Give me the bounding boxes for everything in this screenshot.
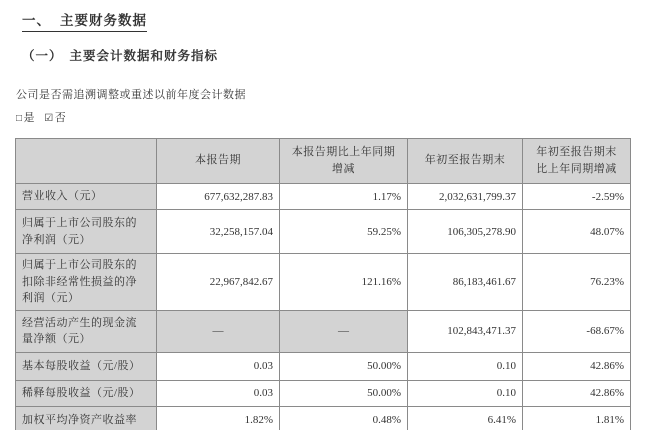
cell-value: 76.23%	[523, 254, 631, 311]
cell-value: -2.59%	[523, 184, 631, 210]
checkbox-unchecked-icon: □	[16, 113, 23, 124]
row-label: 稀释每股收益（元/股）	[16, 380, 157, 406]
cell-value: 6.41%	[408, 406, 523, 430]
section-number: 一、	[22, 13, 51, 28]
cell-value: -68.67%	[523, 310, 631, 352]
restatement-options	[16, 109, 650, 125]
cell-value: 32,258,157.04	[157, 210, 280, 254]
section-title	[22, 9, 147, 32]
cell-value: 0.03	[157, 352, 280, 380]
table-row-basic-eps	[16, 352, 631, 380]
cell-value: 106,305,278.90	[408, 210, 523, 254]
cell-value: 50.00%	[280, 352, 408, 380]
cell-value: 42.86%	[523, 352, 631, 380]
cell-value: 2,032,631,799.37	[408, 184, 523, 210]
cell-value: 50.00%	[280, 380, 408, 406]
cell-value: 121.16%	[280, 254, 408, 311]
table-row-operating-cash-flow	[16, 310, 631, 352]
cell-value: 0.10	[408, 380, 523, 406]
subsection-title	[22, 46, 650, 64]
table-row-net-profit-excl-nonrecurring	[16, 254, 631, 311]
table-row-revenue	[16, 184, 631, 210]
cell-value: 102,843,471.37	[408, 310, 523, 352]
table-header-row	[16, 139, 631, 184]
row-label: 经营活动产生的现金流量净额（元）	[16, 310, 157, 352]
cell-value: 0.10	[408, 352, 523, 380]
cell-value: 1.17%	[280, 184, 408, 210]
column-header-ytd: 年初至报告期末	[408, 139, 523, 184]
cell-value: 48.07%	[523, 210, 631, 254]
cell-value: 0.48%	[280, 406, 408, 430]
cell-value: 677,632,287.83	[157, 184, 280, 210]
column-header-ytd-change: 年初至报告期末比上年同期增减	[523, 139, 631, 184]
cell-value: 86,183,461.67	[408, 254, 523, 311]
option-yes	[16, 112, 35, 124]
financial-table	[15, 138, 631, 430]
row-label: 基本每股收益（元/股）	[16, 352, 157, 380]
subsection-title-text: 主要会计数据和财务指标	[69, 49, 219, 63]
option-no	[44, 112, 66, 124]
cell-value: 42.86%	[523, 380, 631, 406]
column-header-blank	[16, 139, 157, 184]
row-label: 归属于上市公司股东的扣除非经常性损益的净利润（元）	[16, 254, 157, 311]
section-title-text: 主要财务数据	[60, 13, 147, 28]
restatement-question: 公司是否需追溯调整或重述以前年度会计数据	[16, 89, 246, 101]
row-label: 加权平均净资产收益率	[16, 406, 157, 430]
table-row-diluted-eps	[16, 380, 631, 406]
row-label: 归属于上市公司股东的净利润（元）	[16, 210, 157, 254]
column-header-current-period-change: 本报告期比上年同期增减	[280, 139, 408, 184]
cell-value-empty: —	[280, 310, 408, 352]
checkbox-checked-icon: ☑	[44, 113, 54, 124]
table-row-net-profit	[16, 210, 631, 254]
cell-value-empty: —	[157, 310, 280, 352]
cell-value: 1.82%	[157, 406, 280, 430]
table-row-weighted-avg-roe	[16, 406, 631, 430]
cell-value: 0.03	[157, 380, 280, 406]
subsection-number: （一）	[22, 49, 63, 63]
column-header-current-period: 本报告期	[157, 139, 280, 184]
row-label: 营业收入（元）	[16, 184, 157, 210]
cell-value: 1.81%	[523, 406, 631, 430]
option-no-label: 否	[54, 112, 67, 124]
option-yes-label: 是	[23, 112, 36, 124]
cell-value: 59.25%	[280, 210, 408, 254]
cell-value: 22,967,842.67	[157, 254, 280, 311]
